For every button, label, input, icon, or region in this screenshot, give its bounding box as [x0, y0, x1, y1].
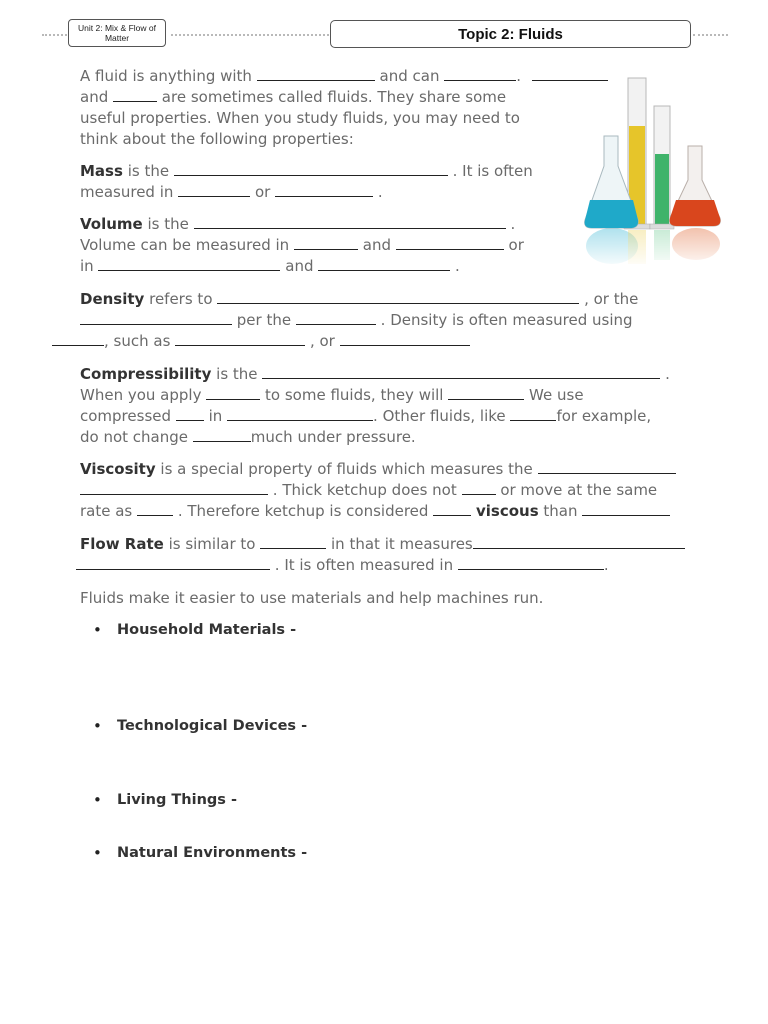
header-dotted-rule-right [693, 34, 728, 36]
fill-in-blank[interactable] [178, 183, 250, 197]
lab-glassware-image [584, 74, 722, 270]
fill-in-blank[interactable] [532, 67, 608, 81]
density-line-1: Density refers to , or the [80, 290, 639, 308]
mass-line-2: measured in or . [80, 183, 383, 201]
bullet-mark: • [93, 621, 102, 639]
compressibility-line-1: Compressibility is the . [80, 365, 670, 383]
bullet-technological-devices: Technological Devices - [117, 718, 308, 734]
unit-label-line1: Unit 2: Mix & Flow of [78, 23, 156, 33]
intro-line-4: think about the following properties: [80, 130, 354, 148]
fill-in-blank[interactable] [444, 67, 516, 81]
bullet-household-materials: Household Materials - [117, 622, 297, 638]
viscosity-line-3: rate as . Therefore ketchup is considered viscous than [80, 501, 670, 522]
fill-in-blank[interactable] [217, 290, 579, 304]
volume-line-2: Volume can be measured in and or [80, 236, 524, 254]
volume-term: Volume [80, 215, 143, 233]
fill-in-blank[interactable] [448, 386, 524, 400]
fill-in-blank[interactable] [275, 183, 373, 197]
fill-in-blank[interactable] [296, 311, 376, 325]
fill-in-blank[interactable] [262, 365, 660, 379]
intro-line-2: and are sometimes called fluids. They share some [80, 88, 507, 106]
mass-line-1: Mass is the . It is often [80, 162, 533, 180]
fill-in-blank[interactable] [473, 535, 685, 549]
fill-in-blank[interactable] [510, 407, 556, 421]
viscous-term: viscous [475, 502, 539, 520]
fill-in-blank[interactable] [538, 460, 676, 474]
fill-in-blank[interactable] [98, 257, 280, 271]
fill-in-blank[interactable] [294, 236, 358, 250]
fill-in-blank[interactable] [194, 215, 506, 229]
fill-in-blank[interactable] [340, 332, 470, 346]
fill-in-blank[interactable] [458, 556, 604, 570]
fill-in-blank[interactable] [206, 386, 260, 400]
flow-rate-line-1: Flow Rate is similar to in that it measures [80, 534, 685, 555]
fill-in-blank[interactable] [582, 502, 670, 516]
density-term: Density [80, 290, 145, 308]
bullet-mark: • [93, 844, 102, 862]
fill-in-blank[interactable] [193, 428, 251, 442]
fill-in-blank[interactable] [257, 67, 375, 81]
bullet-living-things: Living Things - [117, 792, 237, 808]
fill-in-blank[interactable] [174, 162, 448, 176]
fill-in-blank[interactable] [433, 502, 471, 516]
volume-line-1: Volume is the . [80, 215, 516, 233]
fill-in-blank[interactable] [176, 407, 204, 421]
mass-term: Mass [80, 162, 123, 180]
fill-in-blank[interactable] [175, 332, 305, 346]
flow-rate-term: Flow Rate [80, 535, 164, 553]
fluids-uses-intro: Fluids make it easier to use materials and help machines run. [80, 589, 544, 607]
density-line-3: , such as , or [52, 331, 470, 352]
viscosity-line-2: . Thick ketchup does not or move at the same [80, 480, 657, 501]
bullet-mark: • [93, 717, 102, 735]
compressibility-term: Compressibility [80, 365, 212, 383]
volume-line-3: in and . [80, 257, 460, 275]
fill-in-blank[interactable] [227, 407, 373, 421]
fill-in-blank[interactable] [113, 88, 157, 102]
fill-in-blank[interactable] [318, 257, 450, 271]
bullet-natural-environments: Natural Environments - [117, 845, 308, 861]
fill-in-blank[interactable] [80, 481, 268, 495]
density-line-2: per the . Density is often measured using [80, 310, 633, 331]
unit-label-box [68, 19, 166, 47]
compressibility-line-4: do not change much under pressure. [80, 428, 416, 446]
unit-label-line2: Matter [104, 33, 130, 43]
intro-line-3: useful properties. When you study fluids, you may need to [80, 109, 520, 127]
fill-in-blank[interactable] [396, 236, 504, 250]
fill-in-blank[interactable] [137, 502, 173, 516]
viscosity-term: Viscosity [80, 460, 156, 478]
compressibility-line-3: compressed in . Other fluids, like for example, [80, 407, 652, 425]
header-dotted-rule-left [42, 34, 67, 36]
bullet-mark: • [93, 791, 102, 809]
compressibility-line-2: When you apply to some fluids, they will We use [80, 386, 584, 404]
fill-in-blank[interactable] [462, 481, 496, 495]
topic-title: Topic 2: Fluids [330, 20, 691, 48]
viscosity-line-1: Viscosity is a special property of fluids which measures the [80, 459, 676, 480]
flow-rate-line-2: . It is often measured in . [76, 555, 609, 576]
fill-in-blank[interactable] [76, 556, 270, 570]
fill-in-blank[interactable] [260, 535, 326, 549]
header-dotted-rule-middle [171, 34, 329, 36]
fill-in-blank[interactable] [52, 332, 104, 346]
intro-line-1: A fluid is anything with and can . [80, 66, 608, 87]
fill-in-blank[interactable] [80, 311, 232, 325]
